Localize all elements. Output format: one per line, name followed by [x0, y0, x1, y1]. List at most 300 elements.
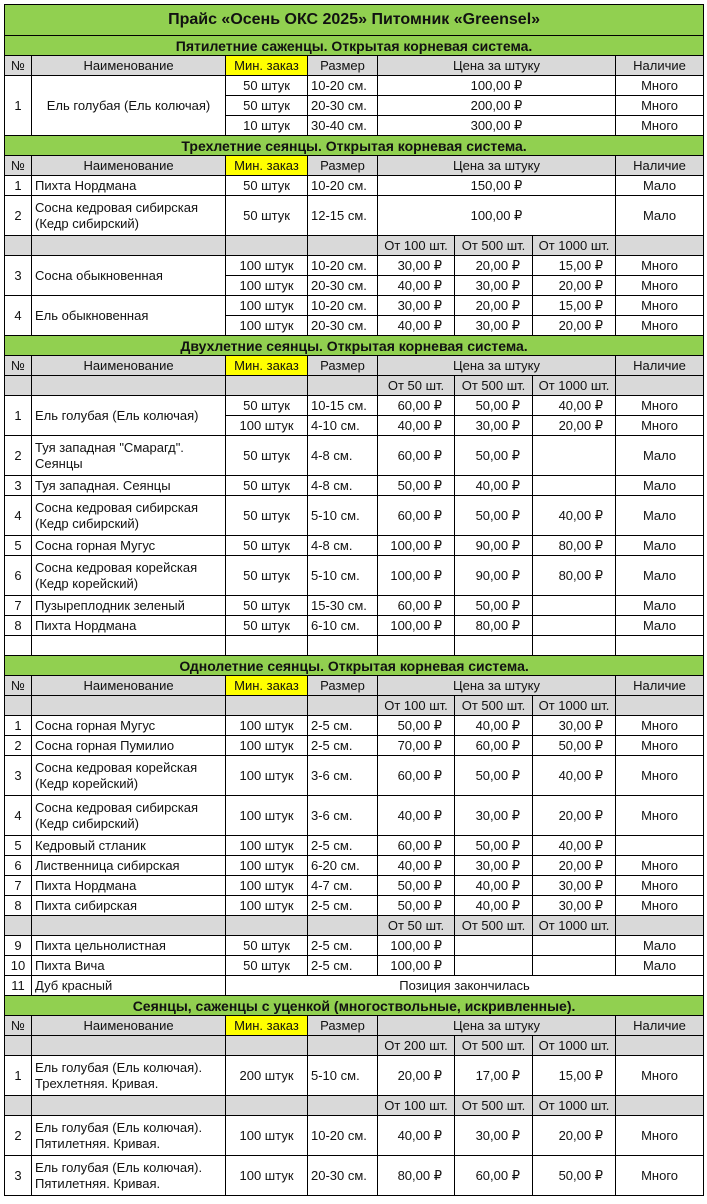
- item-price-tier2: 40,00 ₽: [455, 476, 533, 496]
- item-price-tier2: 50,00 ₽: [455, 436, 533, 476]
- item-min: 100 штук: [226, 296, 308, 316]
- item-size: 2-5 см.: [308, 936, 378, 956]
- item-price: 200,00 ₽: [378, 96, 616, 116]
- item-stock: [616, 836, 704, 856]
- tier-header: [5, 236, 704, 256]
- item-price-tier1: 40,00 ₽: [378, 796, 455, 836]
- header-num: №: [5, 156, 32, 176]
- tier-label: От 500 шт.: [455, 1036, 533, 1056]
- item-price-tier2: 40,00 ₽: [455, 716, 533, 736]
- table-row: [5, 496, 704, 536]
- item-stock: Мало: [616, 436, 704, 476]
- item-name: Пихта цельнолистная: [32, 936, 226, 956]
- tier-label: От 1000 шт.: [533, 916, 616, 936]
- header-stock: Наличие: [616, 356, 704, 376]
- item-num: 2: [5, 196, 32, 236]
- item-size: 30-40 см.: [308, 116, 378, 136]
- item-min: 50 штук: [226, 536, 308, 556]
- tier-label: От 100 шт.: [378, 236, 455, 256]
- item-price-tier1: 100,00 ₽: [378, 956, 455, 976]
- item-price-tier1: 80,00 ₽: [378, 1156, 455, 1196]
- item-name: Ель голубая (Ель колючая). Трехлетняя. Кривая.: [32, 1056, 226, 1096]
- item-price-tier2: 30,00 ₽: [455, 796, 533, 836]
- item-stock: [616, 636, 704, 656]
- item-name: Пихта Нордмана: [32, 176, 226, 196]
- item-size: 20-30 см.: [308, 96, 378, 116]
- price-list-title: Прайс «Осень ОКС 2025» Питомник «Greensel»: [5, 5, 704, 36]
- item-name: Кедровый стланик: [32, 836, 226, 856]
- item-size: 15-30 см.: [308, 596, 378, 616]
- item-price-tier3: 15,00 ₽: [533, 296, 616, 316]
- item-num: 11: [5, 976, 32, 996]
- table-row: [5, 296, 704, 316]
- table-row: [5, 836, 704, 856]
- section-title: Трехлетние сеянцы. Открытая корневая система.: [5, 136, 704, 156]
- item-price-tier2: 40,00 ₽: [455, 896, 533, 916]
- item-name: Пузыреплодник зеленый: [32, 596, 226, 616]
- item-price-tier3: [533, 436, 616, 476]
- item-num: 3: [5, 256, 32, 296]
- header-name: Наименование: [32, 676, 226, 696]
- item-size: 4-8 см.: [308, 536, 378, 556]
- header-min-order: Мин. заказ: [226, 56, 308, 76]
- item-min: 100 штук: [226, 256, 308, 276]
- item-min: 100 штук: [226, 756, 308, 796]
- item-price-tier1: 40,00 ₽: [378, 1116, 455, 1156]
- item-min: [226, 636, 308, 656]
- table-row: [5, 196, 704, 236]
- item-min: 100 штук: [226, 856, 308, 876]
- item-num: 1: [5, 1056, 32, 1096]
- table-row: [5, 896, 704, 916]
- header-price: Цена за штуку: [378, 356, 616, 376]
- tier-label: От 1000 шт.: [533, 236, 616, 256]
- table-row: [5, 256, 704, 276]
- item-ended-note: Позиция закончилась: [226, 976, 704, 996]
- item-name: Сосна кедровая корейская (Кедр корейский): [32, 556, 226, 596]
- item-num: 7: [5, 876, 32, 896]
- item-price-tier1: 100,00 ₽: [378, 536, 455, 556]
- item-stock: Много: [616, 876, 704, 896]
- item-name: Пихта Нордмана: [32, 616, 226, 636]
- item-num: 2: [5, 1116, 32, 1156]
- tier-label: От 50 шт.: [378, 376, 455, 396]
- item-name: Дуб красный: [32, 976, 226, 996]
- tier-label: От 200 шт.: [378, 1036, 455, 1056]
- table-row: [5, 1056, 704, 1096]
- header-price: Цена за штуку: [378, 676, 616, 696]
- table-row: [5, 1156, 704, 1196]
- item-min: 100 штук: [226, 316, 308, 336]
- header-size: Размер: [308, 1016, 378, 1036]
- table-row: [5, 936, 704, 956]
- item-name: Ель голубая (Ель колючая): [32, 396, 226, 436]
- tier-label: От 500 шт.: [455, 376, 533, 396]
- item-price-tier1: 50,00 ₽: [378, 876, 455, 896]
- header-name: Наименование: [32, 356, 226, 376]
- item-min: 50 штук: [226, 436, 308, 476]
- item-stock: Мало: [616, 956, 704, 976]
- item-price-tier2: 60,00 ₽: [455, 736, 533, 756]
- item-num: 1: [5, 396, 32, 436]
- item-price-tier1: 50,00 ₽: [378, 896, 455, 916]
- table-row: [5, 976, 704, 996]
- table-header: [5, 156, 704, 176]
- table-row: [5, 756, 704, 796]
- header-num: №: [5, 676, 32, 696]
- item-min: 100 штук: [226, 896, 308, 916]
- table-row: [5, 616, 704, 636]
- item-price-tier2: 30,00 ₽: [455, 416, 533, 436]
- item-stock: Много: [616, 1156, 704, 1196]
- table-header: [5, 56, 704, 76]
- item-min: 50 штук: [226, 196, 308, 236]
- table-row: [5, 556, 704, 596]
- item-price-tier3: 40,00 ₽: [533, 396, 616, 416]
- item-price-tier1: 60,00 ₽: [378, 596, 455, 616]
- item-min: 50 штук: [226, 556, 308, 596]
- item-min: 200 штук: [226, 1056, 308, 1096]
- table-header: [5, 1016, 704, 1036]
- item-name: Ель голубая (Ель колючая). Пятилетняя. Кривая.: [32, 1116, 226, 1156]
- item-num: 1: [5, 176, 32, 196]
- item-num: 10: [5, 956, 32, 976]
- item-price-tier1: 40,00 ₽: [378, 276, 455, 296]
- item-name: Сосна кедровая сибирская (Кедр сибирский): [32, 796, 226, 836]
- item-size: 4-7 см.: [308, 876, 378, 896]
- item-min: 100 штук: [226, 796, 308, 836]
- item-size: 10-20 см.: [308, 76, 378, 96]
- item-stock: Много: [616, 96, 704, 116]
- item-num: 7: [5, 596, 32, 616]
- table-row: [5, 76, 704, 96]
- item-stock: Много: [616, 856, 704, 876]
- item-price-tier3: 20,00 ₽: [533, 276, 616, 296]
- item-size: 12-15 см.: [308, 196, 378, 236]
- item-price-tier1: 100,00 ₽: [378, 556, 455, 596]
- item-price-tier3: 80,00 ₽: [533, 536, 616, 556]
- item-name: Ель голубая (Ель колючая): [32, 76, 226, 136]
- table-row: [5, 716, 704, 736]
- item-size: 4-8 см.: [308, 476, 378, 496]
- header-name: Наименование: [32, 1016, 226, 1036]
- item-price-tier2: 50,00 ₽: [455, 496, 533, 536]
- item-price-tier1: 50,00 ₽: [378, 716, 455, 736]
- item-min: 100 штук: [226, 836, 308, 856]
- item-num: 5: [5, 836, 32, 856]
- header-num: №: [5, 356, 32, 376]
- item-price-tier3: 30,00 ₽: [533, 716, 616, 736]
- item-stock: Мало: [616, 496, 704, 536]
- item-num: 1: [5, 76, 32, 136]
- item-price-tier1: 60,00 ₽: [378, 836, 455, 856]
- item-price-tier2: 90,00 ₽: [455, 556, 533, 596]
- header-min-order: Мин. заказ: [226, 156, 308, 176]
- item-size: 4-10 см.: [308, 416, 378, 436]
- item-stock: Мало: [616, 196, 704, 236]
- item-price-tier2: 80,00 ₽: [455, 616, 533, 636]
- section-title: Сеянцы, саженцы с уценкой (многоствольные, искривленные).: [5, 996, 704, 1016]
- item-min: 50 штук: [226, 616, 308, 636]
- item-price-tier3: [533, 636, 616, 656]
- item-price-tier3: [533, 596, 616, 616]
- item-min: 100 штук: [226, 276, 308, 296]
- item-size: 10-20 см.: [308, 256, 378, 276]
- item-price-tier3: [533, 616, 616, 636]
- header-size: Размер: [308, 56, 378, 76]
- item-min: 100 штук: [226, 416, 308, 436]
- item-price-tier1: 50,00 ₽: [378, 476, 455, 496]
- table-row: [5, 856, 704, 876]
- item-stock: Мало: [616, 476, 704, 496]
- header-size: Размер: [308, 156, 378, 176]
- table-row: [5, 636, 704, 656]
- item-price-tier1: 100,00 ₽: [378, 936, 455, 956]
- item-stock: Много: [616, 1056, 704, 1096]
- price-list-table: [4, 4, 704, 1196]
- item-price-tier1: 40,00 ₽: [378, 416, 455, 436]
- header-stock: Наличие: [616, 56, 704, 76]
- item-stock: Мало: [616, 556, 704, 596]
- item-price-tier3: 20,00 ₽: [533, 796, 616, 836]
- table-row: [5, 876, 704, 896]
- header-price: Цена за штуку: [378, 56, 616, 76]
- section-title: Однолетние сеянцы. Открытая корневая система.: [5, 656, 704, 676]
- table-row: [5, 396, 704, 416]
- item-stock: Много: [616, 416, 704, 436]
- table-row: [5, 436, 704, 476]
- item-price: 150,00 ₽: [378, 176, 616, 196]
- item-min: 50 штук: [226, 476, 308, 496]
- item-price-tier1: 100,00 ₽: [378, 616, 455, 636]
- item-size: 10-20 см.: [308, 296, 378, 316]
- table-row: [5, 176, 704, 196]
- item-num: 1: [5, 716, 32, 736]
- item-num: 6: [5, 556, 32, 596]
- item-price-tier2: 40,00 ₽: [455, 876, 533, 896]
- table-header: [5, 676, 704, 696]
- item-num: 9: [5, 936, 32, 956]
- tier-header: [5, 376, 704, 396]
- item-name: Пихта Вича: [32, 956, 226, 976]
- item-name: Сосна горная Пумилио: [32, 736, 226, 756]
- tier-label: От 1000 шт.: [533, 1036, 616, 1056]
- item-price-tier2: 30,00 ₽: [455, 276, 533, 296]
- item-size: 20-30 см.: [308, 1156, 378, 1196]
- item-name: Сосна кедровая корейская (Кедр корейский): [32, 756, 226, 796]
- item-num: 4: [5, 496, 32, 536]
- tier-header: [5, 1096, 704, 1116]
- item-min: 100 штук: [226, 736, 308, 756]
- item-min: 50 штук: [226, 596, 308, 616]
- item-num: 2: [5, 436, 32, 476]
- item-num: 3: [5, 756, 32, 796]
- item-price-tier3: 40,00 ₽: [533, 756, 616, 796]
- item-size: 10-20 см.: [308, 176, 378, 196]
- tier-label: От 50 шт.: [378, 916, 455, 936]
- header-num: №: [5, 1016, 32, 1036]
- item-min: 50 штук: [226, 176, 308, 196]
- header-price: Цена за штуку: [378, 156, 616, 176]
- item-num: 8: [5, 896, 32, 916]
- item-num: 4: [5, 296, 32, 336]
- item-size: 2-5 см.: [308, 716, 378, 736]
- header-size: Размер: [308, 356, 378, 376]
- tier-label: От 500 шт.: [455, 1096, 533, 1116]
- item-size: 3-6 см.: [308, 796, 378, 836]
- item-stock: Много: [616, 736, 704, 756]
- item-name: Туя западная "Смарагд". Сеянцы: [32, 436, 226, 476]
- tier-label: От 500 шт.: [455, 696, 533, 716]
- item-price-tier2: 30,00 ₽: [455, 316, 533, 336]
- item-price-tier3: 15,00 ₽: [533, 256, 616, 276]
- table-row: [5, 956, 704, 976]
- table-header: [5, 356, 704, 376]
- item-price-tier3: 50,00 ₽: [533, 1156, 616, 1196]
- item-name: Пихта сибирская: [32, 896, 226, 916]
- item-stock: Мало: [616, 176, 704, 196]
- tier-label: От 1000 шт.: [533, 696, 616, 716]
- item-price-tier2: 20,00 ₽: [455, 256, 533, 276]
- item-price-tier2: 50,00 ₽: [455, 596, 533, 616]
- item-min: 50 штук: [226, 936, 308, 956]
- item-price: 300,00 ₽: [378, 116, 616, 136]
- tier-label: От 100 шт.: [378, 1096, 455, 1116]
- item-stock: Много: [616, 296, 704, 316]
- header-min-order: Мин. заказ: [226, 1016, 308, 1036]
- item-size: 20-30 см.: [308, 316, 378, 336]
- item-stock: Много: [616, 276, 704, 296]
- item-price-tier3: 50,00 ₽: [533, 736, 616, 756]
- item-price-tier2: 17,00 ₽: [455, 1056, 533, 1096]
- item-price-tier1: 60,00 ₽: [378, 436, 455, 476]
- item-num: 8: [5, 616, 32, 636]
- item-price-tier1: 30,00 ₽: [378, 256, 455, 276]
- tier-label: От 1000 шт.: [533, 376, 616, 396]
- item-price-tier1: 20,00 ₽: [378, 1056, 455, 1096]
- item-name: Сосна кедровая сибирская (Кедр сибирский): [32, 496, 226, 536]
- item-min: 100 штук: [226, 1116, 308, 1156]
- item-min: 50 штук: [226, 96, 308, 116]
- item-price-tier2: 60,00 ₽: [455, 1156, 533, 1196]
- item-price: 100,00 ₽: [378, 196, 616, 236]
- item-size: 3-6 см.: [308, 756, 378, 796]
- item-size: 4-8 см.: [308, 436, 378, 476]
- item-stock: Много: [616, 256, 704, 276]
- item-price: 100,00 ₽: [378, 76, 616, 96]
- item-num: 2: [5, 736, 32, 756]
- tier-label: От 500 шт.: [455, 236, 533, 256]
- header-name: Наименование: [32, 56, 226, 76]
- item-min: 100 штук: [226, 876, 308, 896]
- item-price-tier1: 70,00 ₽: [378, 736, 455, 756]
- item-num: 6: [5, 856, 32, 876]
- header-min-order: Мин. заказ: [226, 356, 308, 376]
- item-stock: Много: [616, 116, 704, 136]
- table-row: [5, 476, 704, 496]
- item-size: 10-20 см.: [308, 1116, 378, 1156]
- item-min: 100 штук: [226, 1156, 308, 1196]
- item-stock: Много: [616, 1116, 704, 1156]
- item-stock: Много: [616, 396, 704, 416]
- item-price-tier3: 20,00 ₽: [533, 416, 616, 436]
- item-price-tier1: 40,00 ₽: [378, 856, 455, 876]
- header-stock: Наличие: [616, 1016, 704, 1036]
- item-num: 3: [5, 1156, 32, 1196]
- item-price-tier2: 30,00 ₽: [455, 1116, 533, 1156]
- header-stock: Наличие: [616, 156, 704, 176]
- item-size: 5-10 см.: [308, 556, 378, 596]
- item-price-tier3: 40,00 ₽: [533, 496, 616, 536]
- item-min: 10 штук: [226, 116, 308, 136]
- tier-header: [5, 1036, 704, 1056]
- item-min: 50 штук: [226, 76, 308, 96]
- item-size: 20-30 см.: [308, 276, 378, 296]
- item-min: 50 штук: [226, 396, 308, 416]
- item-price-tier2: 30,00 ₽: [455, 856, 533, 876]
- item-size: 2-5 см.: [308, 956, 378, 976]
- item-price-tier1: 60,00 ₽: [378, 756, 455, 796]
- table-row: [5, 736, 704, 756]
- item-num: 3: [5, 476, 32, 496]
- item-price-tier2: 50,00 ₽: [455, 396, 533, 416]
- table-row: [5, 796, 704, 836]
- item-name: Пихта Нордмана: [32, 876, 226, 896]
- header-num: №: [5, 56, 32, 76]
- item-name: Ель обыкновенная: [32, 296, 226, 336]
- header-name: Наименование: [32, 156, 226, 176]
- item-min: 100 штук: [226, 716, 308, 736]
- item-size: 5-10 см.: [308, 496, 378, 536]
- item-num: [5, 636, 32, 656]
- item-price-tier3: 15,00 ₽: [533, 1056, 616, 1096]
- item-price-tier3: 40,00 ₽: [533, 836, 616, 856]
- item-stock: Мало: [616, 536, 704, 556]
- item-price-tier3: 80,00 ₽: [533, 556, 616, 596]
- item-name: Туя западная. Сеянцы: [32, 476, 226, 496]
- item-size: 10-15 см.: [308, 396, 378, 416]
- tier-label: От 500 шт.: [455, 916, 533, 936]
- item-stock: Мало: [616, 616, 704, 636]
- item-stock: Много: [616, 76, 704, 96]
- item-size: 2-5 см.: [308, 736, 378, 756]
- item-price-tier3: 20,00 ₽: [533, 856, 616, 876]
- table-row: [5, 596, 704, 616]
- item-price-tier1: 30,00 ₽: [378, 296, 455, 316]
- item-name: Сосна кедровая сибирская (Кедр сибирский): [32, 196, 226, 236]
- item-stock: Мало: [616, 596, 704, 616]
- item-price-tier2: 50,00 ₽: [455, 756, 533, 796]
- item-stock: Мало: [616, 936, 704, 956]
- table-row: [5, 536, 704, 556]
- item-price-tier3: 30,00 ₽: [533, 896, 616, 916]
- item-size: 5-10 см.: [308, 1056, 378, 1096]
- item-size: 2-5 см.: [308, 836, 378, 856]
- item-price-tier1: 60,00 ₽: [378, 496, 455, 536]
- item-name: Сосна горная Мугус: [32, 536, 226, 556]
- item-min: 50 штук: [226, 956, 308, 976]
- item-num: 5: [5, 536, 32, 556]
- item-price-tier1: 60,00 ₽: [378, 396, 455, 416]
- section-title: Двухлетние сеянцы. Открытая корневая система.: [5, 336, 704, 356]
- item-min: 50 штук: [226, 496, 308, 536]
- item-name: Лиственница сибирская: [32, 856, 226, 876]
- item-price-tier1: 40,00 ₽: [378, 316, 455, 336]
- item-price-tier3: 30,00 ₽: [533, 876, 616, 896]
- tier-label: От 1000 шт.: [533, 1096, 616, 1116]
- item-num: 4: [5, 796, 32, 836]
- item-name: [32, 636, 226, 656]
